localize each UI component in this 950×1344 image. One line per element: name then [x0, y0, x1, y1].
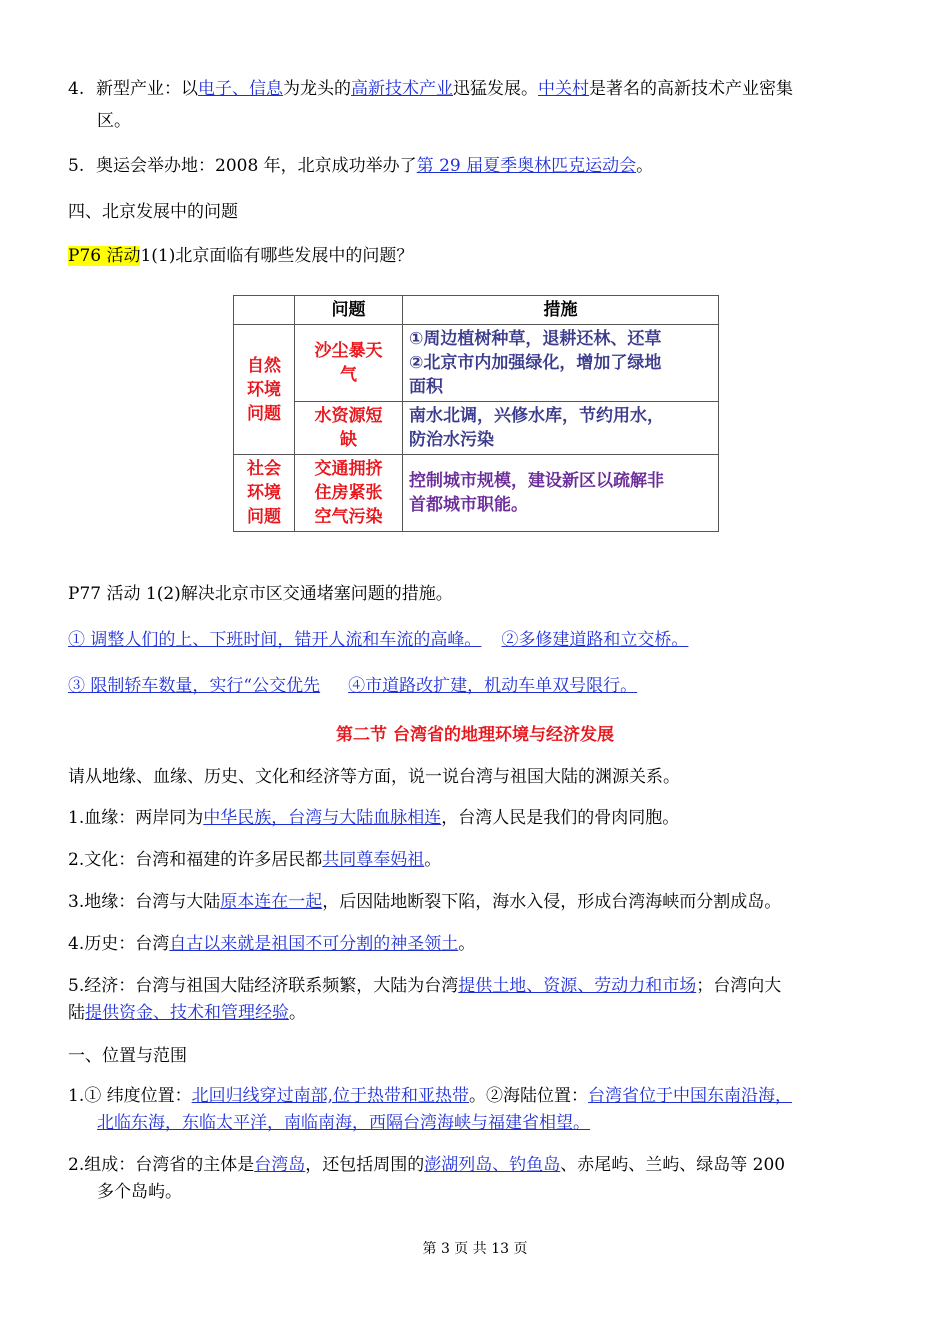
item-number: 5. [68, 156, 85, 176]
answer-link: 中关村 [538, 79, 589, 99]
answer-link: 台湾岛 [254, 1155, 306, 1175]
answer-link: 共同尊奉妈祖 [322, 850, 425, 870]
answer-link: ④市道路改扩建，机动车单双号限行。 [348, 676, 638, 696]
problem-cell: 水资源短 缺 [295, 402, 403, 455]
header-problem: 问题 [295, 296, 403, 325]
answer-link: ① 调整人们的上、下班时间，错开人流和车流的高峰。 [68, 630, 482, 650]
category-social: 社会 环境 问题 [234, 455, 295, 532]
table-row [234, 325, 719, 402]
answer-link: 自古以来就是祖国不可分割的神圣领土 [169, 934, 459, 954]
category-natural: 自然 环境 问题 [234, 325, 295, 455]
location-item-cont [97, 1110, 590, 1136]
relation-geography: 3.地缘：台湾与大陆原本连在一起，后因陆地断裂下陷，海水入侵，形成台湾海峡而分割成岛。 [68, 892, 782, 912]
activity-2: P77 活动 1(2)解决北京市区交通堵塞问题的措施。 [68, 584, 453, 604]
answer-link: 提供土地、资源、劳动力和市场 [458, 976, 697, 996]
answer-link: 中华民族，台湾与大陆血脉相连 [203, 808, 442, 828]
table-row [234, 402, 719, 455]
table-row [234, 455, 719, 532]
composition-item: 2.组成：台湾省的主体是台湾岛，还包括周围的澎湖列岛、钓鱼岛、赤尾屿、兰屿、绿岛等 200 [68, 1155, 786, 1175]
relation-culture: 2.文化：台湾和福建的许多居民都共同尊奉妈祖。 [68, 850, 442, 870]
problems-table [233, 295, 719, 532]
section-heading-1: 一、位置与范围 [68, 1046, 187, 1066]
relation-blood: 1.血缘：两岸同为中华民族，台湾与大陆血脉相连，台湾人民是我们的骨肉同胞。 [68, 808, 680, 828]
answer-link: 澎湖列岛、钓鱼岛 [424, 1155, 561, 1175]
measure-cell: ①周边植树种草，退耕还林、还草 ②北京市内加强绿化，增加了绿地 面积 [403, 325, 719, 402]
relation-economy-cont: 陆提供资金、技术和管理经验。 [68, 1003, 306, 1023]
answer-link: 提供资金、技术和管理经验 [85, 1003, 289, 1023]
answer-link: 北临东海，东临太平洋，南临南海，西隔台湾海峡与福建省相望。 [97, 1113, 590, 1133]
answer-link: 台湾省位于中国东南沿海， [588, 1086, 793, 1106]
section-title: 第二节 台湾省的地理环境与经济发展 [336, 725, 614, 745]
answer-link: 北回归线穿过南部,位于热带和亚热带 [191, 1086, 470, 1106]
table-header-row [234, 296, 719, 325]
item-5: 5. 奥运会举办地：2008 年，北京成功举办了第 29 届夏季奥林匹克运动会。 [68, 153, 653, 179]
measure-cell: 控制城市规模，建设新区以疏解非 首都城市职能。 [403, 455, 719, 532]
measure-cell: 南水北调，兴修水库，节约用水， 防治水污染 [403, 402, 719, 455]
page-footer: 第 3 页 共 13 页 [422, 1241, 528, 1257]
measures-row-2 [68, 673, 637, 699]
answer-link: ②多修建道路和立交桥。 [501, 630, 689, 650]
problem-cell: 交通拥挤 住房紧张 空气污染 [295, 455, 403, 532]
header-measure: 措施 [403, 296, 719, 325]
intro-question: 请从地缘、血缘、历史、文化和经济等方面，说一说台湾与祖国大陆的渊源关系。 [68, 767, 680, 787]
location-item: 1.① 纬度位置：北回归线穿过南部,位于热带和亚热带。②海陆位置：台湾省位于中国东南沿海， [68, 1086, 793, 1106]
item-4-cont: 区。 [97, 111, 131, 131]
relation-economy: 5.经济：台湾与祖国大陆经济联系频繁，大陆为台湾提供土地、资源、劳动力和市场；台湾向大 [68, 976, 782, 996]
composition-item-cont: 多个岛屿。 [97, 1182, 182, 1202]
item-4: 4. 新型产业：以电子、信息为龙头的高新技术产业迅猛发展。中关村是著名的高新技术产业密集 [68, 76, 793, 102]
relation-history: 4.历史：台湾自古以来就是祖国不可分割的神圣领土。 [68, 934, 476, 954]
answer-link: 高新技术产业 [351, 79, 453, 99]
section-heading-4: 四、北京发展中的问题 [68, 202, 238, 222]
answer-link: 第 29 届夏季奥林匹克运动会 [416, 156, 637, 176]
problem-cell: 沙尘暴天 气 [295, 325, 403, 402]
answer-link: 原本连在一起 [220, 892, 323, 912]
measures-row-1 [68, 627, 688, 653]
answer-link: 电子、信息 [198, 79, 283, 99]
item-number: 4. [68, 79, 85, 99]
answer-link: ③ 限制轿车数量，实行“公交优先 [68, 676, 321, 696]
activity-1: P76 活动1(1)北京面临有哪些发展中的问题？ [68, 246, 414, 266]
activity-tag: P76 活动 [68, 246, 141, 266]
